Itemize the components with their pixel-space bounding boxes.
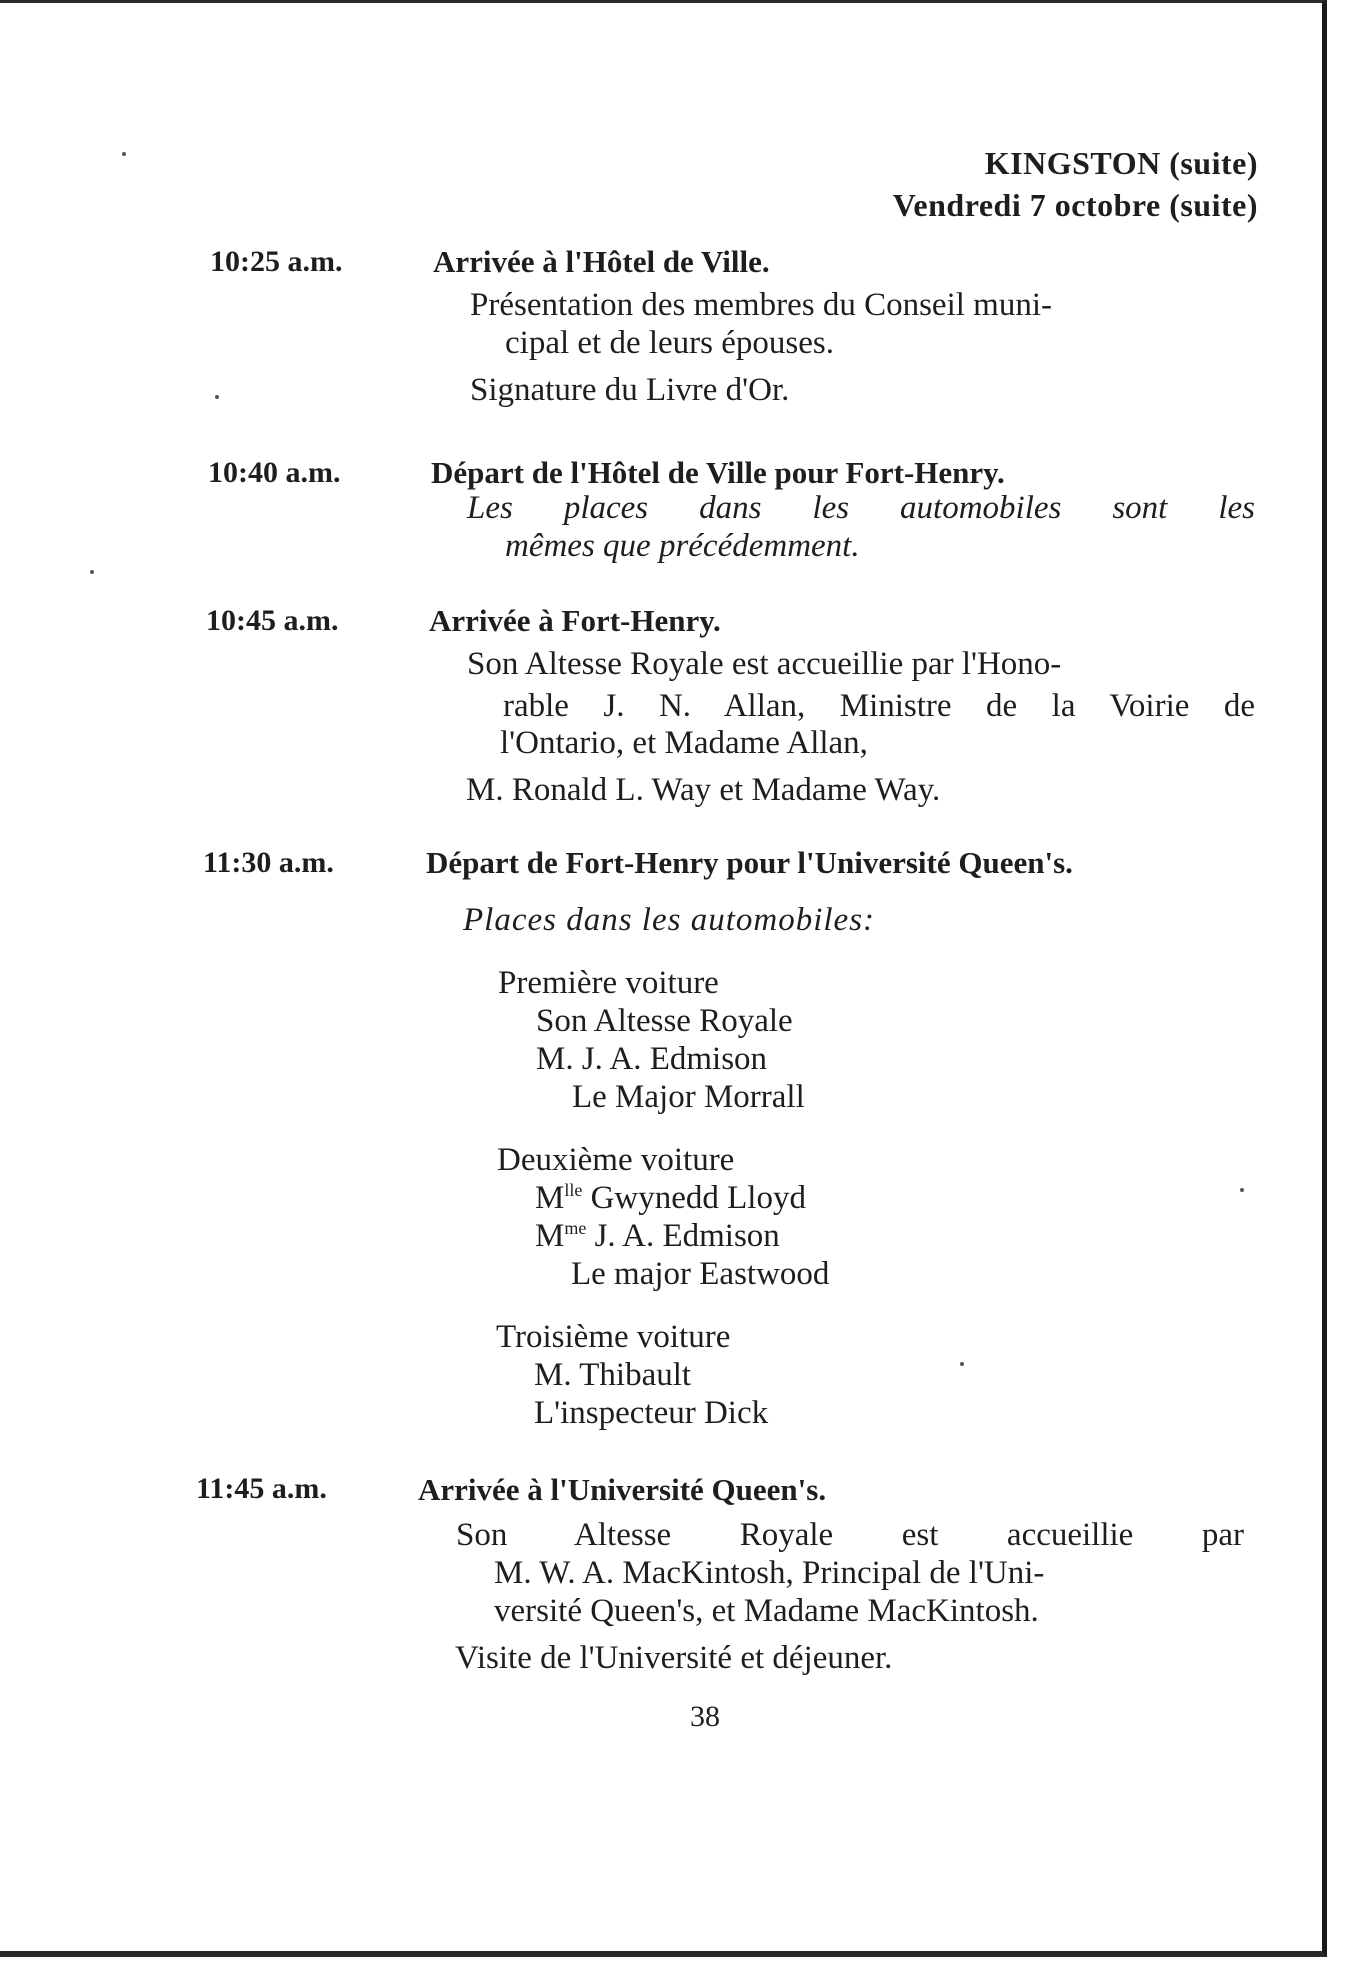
- page-number: 38: [690, 1700, 720, 1733]
- entry-time: 10:25 a.m.: [210, 245, 343, 278]
- entry-line: cipal et de leurs épouses.: [505, 325, 834, 361]
- scan-speck: [122, 152, 126, 156]
- passenger-name: Gwynedd Lloyd: [590, 1180, 806, 1216]
- passenger-name: J. A. Edmison: [594, 1218, 780, 1254]
- car-passenger: [535, 1218, 780, 1255]
- entry-line: rable J. N. Allan, Ministre de la Voirie de: [503, 688, 1255, 724]
- entry-line: Son Altesse Royale est accueillie par: [456, 1517, 1244, 1553]
- scan-speck: [90, 570, 94, 574]
- entry-line: versité Queen's, et Madame MacKintosh.: [494, 1593, 1039, 1629]
- entry-line: Visite de l'Université et déjeuner.: [455, 1640, 893, 1676]
- entry-line: Présentation des membres du Conseil muni-: [470, 287, 1052, 323]
- car-passenger: Son Altesse Royale: [536, 1003, 793, 1039]
- header-place: KINGSTON (suite): [984, 145, 1258, 181]
- entry-line: Places dans les automobiles:: [463, 902, 876, 938]
- entry-line: M. W. A. MacKintosh, Principal de l'Uni-: [494, 1555, 1045, 1591]
- entry-time: 10:45 a.m.: [206, 604, 339, 637]
- passenger-title-sup: me: [564, 1218, 587, 1238]
- passenger-prefix: M: [535, 1180, 565, 1216]
- scan-speck: [215, 395, 219, 399]
- page-header: [893, 142, 1258, 226]
- car-title: Deuxième voiture: [497, 1142, 735, 1178]
- entry-line: Son Altesse Royale est accueillie par l'Hono-: [467, 646, 1062, 682]
- entry-line: Les places dans les automobiles sont les: [467, 490, 1255, 526]
- entry-line: l'Ontario, et Madame Allan,: [500, 725, 868, 761]
- entry-line: mêmes que précédemment.: [505, 528, 860, 564]
- entry-heading: Arrivée à Fort-Henry.: [429, 603, 721, 638]
- entry-line: M. Ronald L. Way et Madame Way.: [466, 772, 941, 808]
- scan-speck: [960, 1362, 964, 1366]
- entry-time: 11:45 a.m.: [196, 1472, 327, 1505]
- passenger-title-sup: lle: [564, 1180, 583, 1200]
- car-title: Première voiture: [498, 965, 719, 1001]
- header-date: Vendredi 7 octobre (suite): [892, 187, 1258, 223]
- scan-speck: [1240, 1188, 1244, 1192]
- car-passenger: M. Thibault: [534, 1357, 692, 1393]
- entry-line: Signature du Livre d'Or.: [470, 372, 790, 408]
- car-passenger: [535, 1180, 806, 1217]
- entry-heading: Départ de Fort-Henry pour l'Université Queen's.: [426, 845, 1073, 880]
- entry-heading: Départ de l'Hôtel de Ville pour Fort-Henry.: [431, 455, 1005, 490]
- car-title: Troisième voiture: [496, 1319, 731, 1355]
- car-escort: Le major Eastwood: [571, 1256, 830, 1292]
- entry-time: 10:40 a.m.: [208, 456, 341, 489]
- car-passenger: L'inspecteur Dick: [534, 1395, 769, 1431]
- entry-time: 11:30 a.m.: [203, 846, 334, 879]
- entry-heading: Arrivée à l'Université Queen's.: [418, 1472, 827, 1507]
- car-passenger: M. J. A. Edmison: [536, 1041, 768, 1077]
- car-escort: Le Major Morrall: [572, 1079, 805, 1115]
- passenger-prefix: M: [535, 1218, 565, 1254]
- entry-heading: Arrivée à l'Hôtel de Ville.: [433, 244, 770, 279]
